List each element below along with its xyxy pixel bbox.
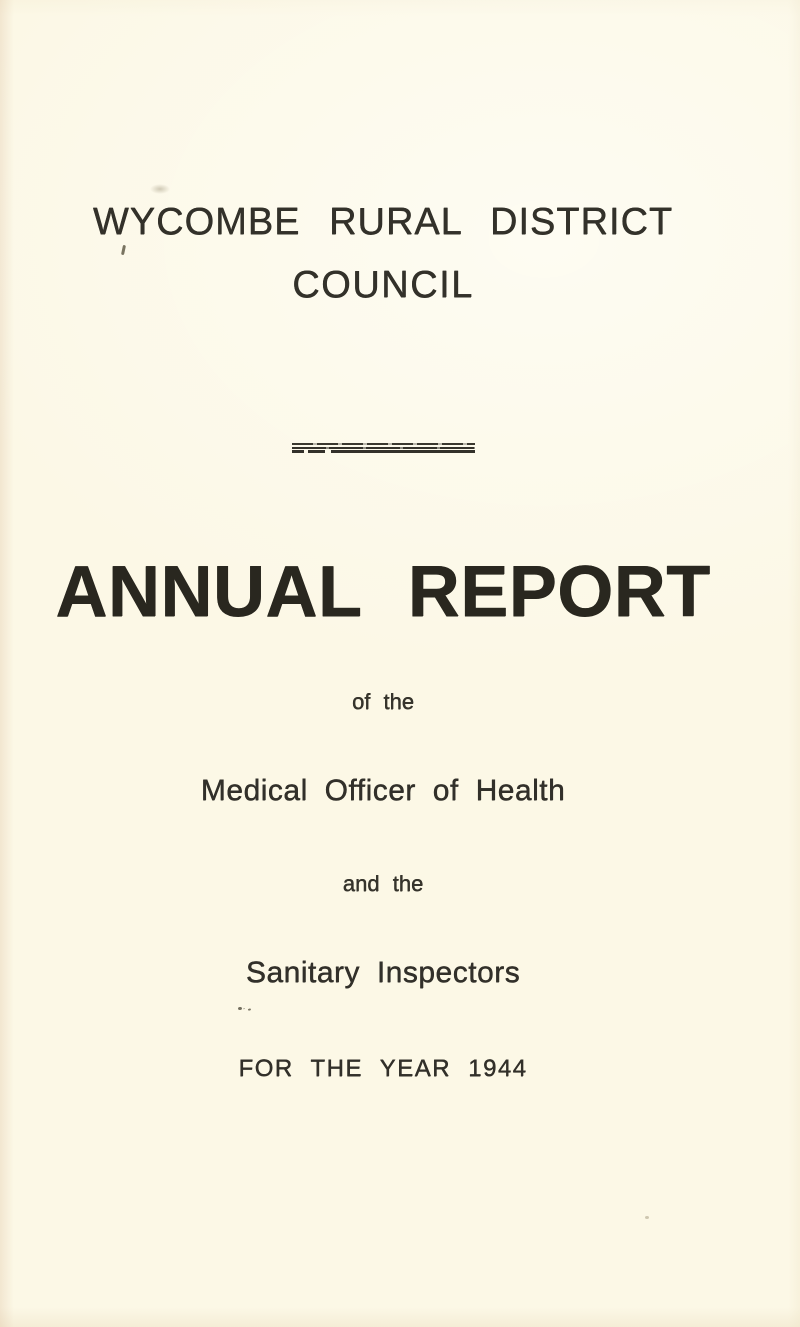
divider-rule-middle <box>292 447 475 449</box>
organization-name-line2: COUNCIL <box>292 264 474 306</box>
ink-artifact-tick <box>121 245 126 255</box>
author-sanitary-inspectors: Sanitary Inspectors <box>245 956 521 989</box>
connector-of-the: of the <box>351 689 415 714</box>
connector-and-the: and the <box>342 871 424 896</box>
organization-name-line1: WYCOMBE RURAL DISTRICT <box>92 201 674 243</box>
divider-rule-bottom <box>292 450 475 452</box>
author-medical-officer: Medical Officer of Health <box>200 774 566 807</box>
section-divider <box>0 443 766 453</box>
triple-rule-divider <box>292 443 475 453</box>
ink-artifact-dot <box>645 1216 649 1219</box>
divider-rule-top <box>292 443 475 445</box>
report-title: ANNUAL REPORT <box>55 552 711 632</box>
ink-artifact-speck <box>238 1007 243 1011</box>
ink-artifact-smudge <box>150 184 170 194</box>
report-year-line: FOR THE YEAR 1944 <box>238 1055 528 1082</box>
